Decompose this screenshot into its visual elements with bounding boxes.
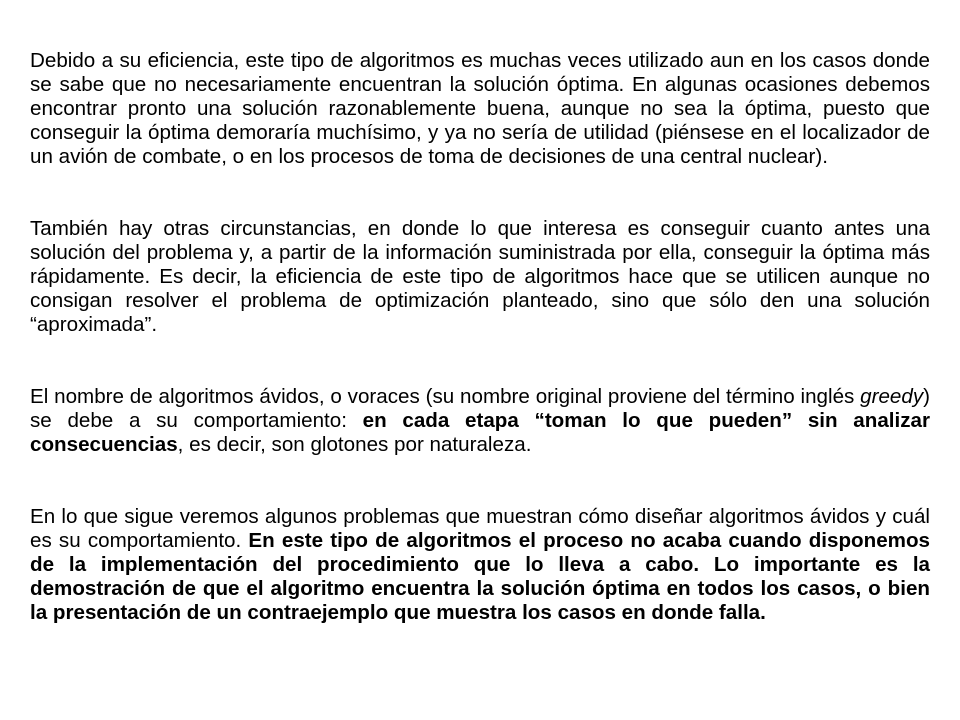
paragraph-name-origin-text-3: , es decir, son glotones por naturaleza. xyxy=(177,433,532,456)
paragraph-name-origin-text-2: ) se debe a su comportamiento: xyxy=(30,385,930,432)
paragraph-what-follows xyxy=(30,505,930,625)
paragraph-what-follows-text: En lo que sigue veremos algunos problemas que muestran cómo diseñar algoritmos ávidos y cuál es su comportamiento. xyxy=(30,505,930,552)
paragraph-circumstances xyxy=(30,217,930,337)
greedy-behavior-emphasis: en cada etapa “toman lo que pueden” sin analizar consecuencias xyxy=(30,409,930,456)
paragraph-efficiency-text: Debido a su eficiencia, este tipo de algoritmos es muchas veces utilizado aun en los casos donde se sabe que no necesariamente encuentran la solución óptima. En algunas ocasiones debemos encontrar pronto una solución razonablemente buena, aunque no sea la óptima, puesto que conseguir la óptima demoraría muchísimo, y ya no sería de utilidad (piénsese en el localizador de un avión de combate, o en los procesos de toma de decisiones de una central nuclear). xyxy=(30,49,930,168)
paragraph-circumstances-text: También hay otras circunstancias, en donde lo que interesa es conseguir cuanto antes una solución del problema y, a partir de la información suministrada por ella, conseguir la óptima más rápidamente. Es decir, la eficiencia de este tipo de algoritmos hace que se utilicen aunque no consigan resolver el problema de optimización planteado, sino que sólo den una solución “aproximada”. xyxy=(30,217,930,336)
paragraph-name-origin-text-1: El nombre de algoritmos ávidos, o voraces (su nombre original proviene del término inglés xyxy=(30,385,861,408)
greedy-term: greedy xyxy=(860,385,924,408)
paragraph-name-origin xyxy=(30,385,930,457)
paragraph-efficiency xyxy=(30,49,930,169)
proof-emphasis: En este tipo de algoritmos el proceso no acaba cuando disponemos de la implementación del procedimiento que lo lleva a cabo. Lo importante es la demostración de que el algoritmo encuentra la solución óptima en todos los casos, o bien la presentación de un contraejemplo que muestra los casos en donde falla. xyxy=(30,529,930,624)
